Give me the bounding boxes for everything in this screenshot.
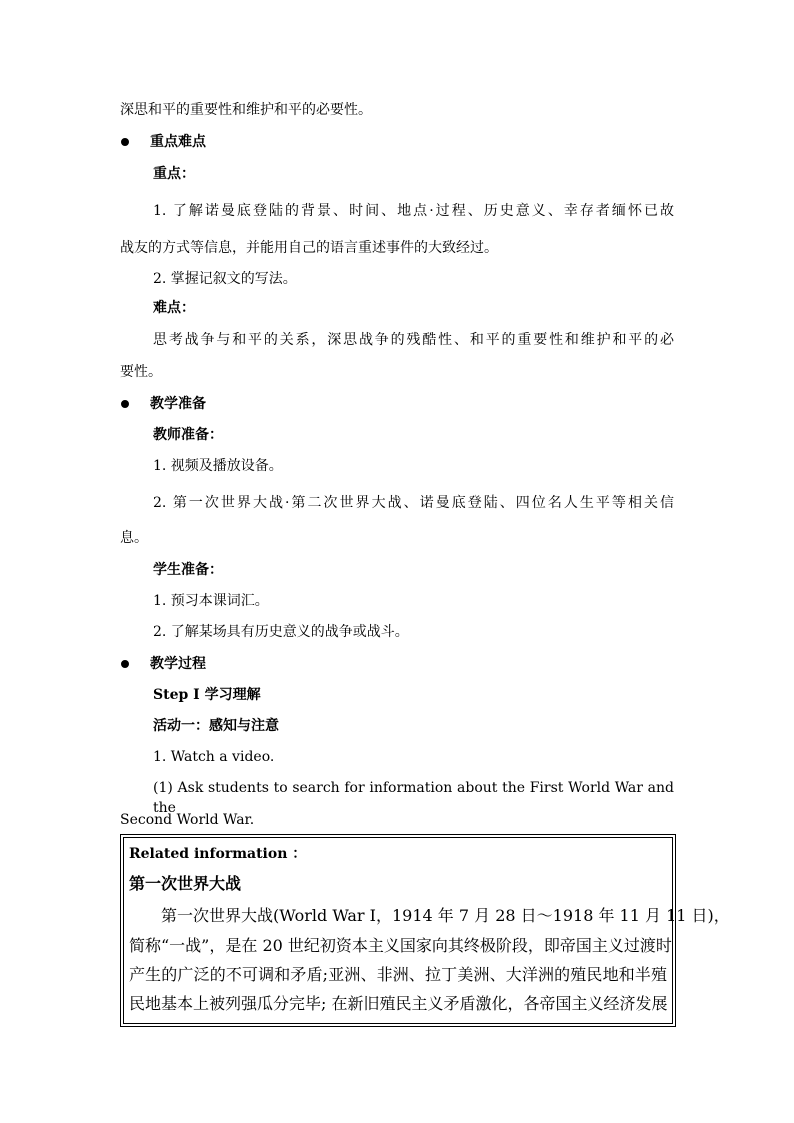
subheading-key: 重点：	[153, 166, 195, 182]
step-heading: Step I 学习理解	[153, 687, 261, 703]
ask-students-line2: Second World War.	[120, 812, 255, 828]
infobox-title: 第一次世界大战	[129, 874, 242, 893]
difficult-point-line2: 要性。	[120, 364, 162, 380]
difficult-point-line1: 思考战争与和平的关系，深思战争的残酷性、和平的重要性和维护和平的必	[153, 332, 674, 348]
section-heading-prep: 教学准备	[150, 396, 206, 412]
teacher-prep-1: 1. 视频及播放设备。	[153, 458, 283, 474]
bullet-icon	[121, 138, 129, 146]
subheading-difficult: 难点：	[153, 300, 195, 316]
key-point-1-line1: 1. 了解诺曼底登陆的背景、时间、地点·过程、历史意义、幸存者缅怀已故	[153, 203, 674, 219]
section-heading-key-points: 重点难点	[150, 134, 206, 150]
watch-video-item: 1. Watch a video.	[153, 749, 275, 765]
subheading-student: 学生准备：	[153, 562, 223, 578]
key-point-1-line2: 战友的方式等信息，并能用自己的语言重述事件的大致经过。	[120, 240, 498, 256]
subheading-teacher: 教师准备：	[153, 427, 223, 443]
activity-heading: 活动一：感知与注意	[153, 718, 279, 734]
student-prep-1: 1. 预习本课词汇。	[153, 593, 269, 609]
student-prep-2: 2. 了解某场具有历史意义的战争或战斗。	[153, 624, 409, 640]
teacher-prep-2-line1: 2. 第一次世界大战·第二次世界大战、诺曼底登陆、四位名人生平等相关信	[153, 495, 674, 511]
paragraph-intro-end: 深思和平的重要性和维护和平的必要性。	[120, 102, 372, 118]
infobox-line-2: 简称“一战”，是在 20 世纪初资本主义国家向其终极阶段，即帝国主义过渡时	[129, 936, 672, 955]
bullet-icon	[121, 660, 129, 668]
key-point-2: 2. 掌握记叙文的写法。	[153, 271, 297, 287]
related-information-header: Related information ：	[129, 846, 307, 862]
infobox-line-3: 产生的广泛的不可调和矛盾;亚洲、非洲、拉丁美洲、大洋洲的殖民地和半殖	[129, 965, 667, 984]
related-information-box	[120, 834, 730, 1027]
infobox-line-1: 第一次世界大战(World War I，1914 年 7 月 28 日～1918 年 11 月 11 日)，	[161, 906, 730, 925]
infobox-line-4: 民地基本上被列强瓜分完毕; 在新旧殖民主义矛盾激化，各帝国主义经济发展	[129, 994, 668, 1013]
section-heading-process: 教学过程	[150, 656, 206, 672]
teacher-prep-2-line2: 息。	[120, 530, 148, 546]
ask-students-line1: (1) Ask students to search for information about the First World War and the	[153, 780, 674, 816]
bullet-icon	[121, 400, 129, 408]
